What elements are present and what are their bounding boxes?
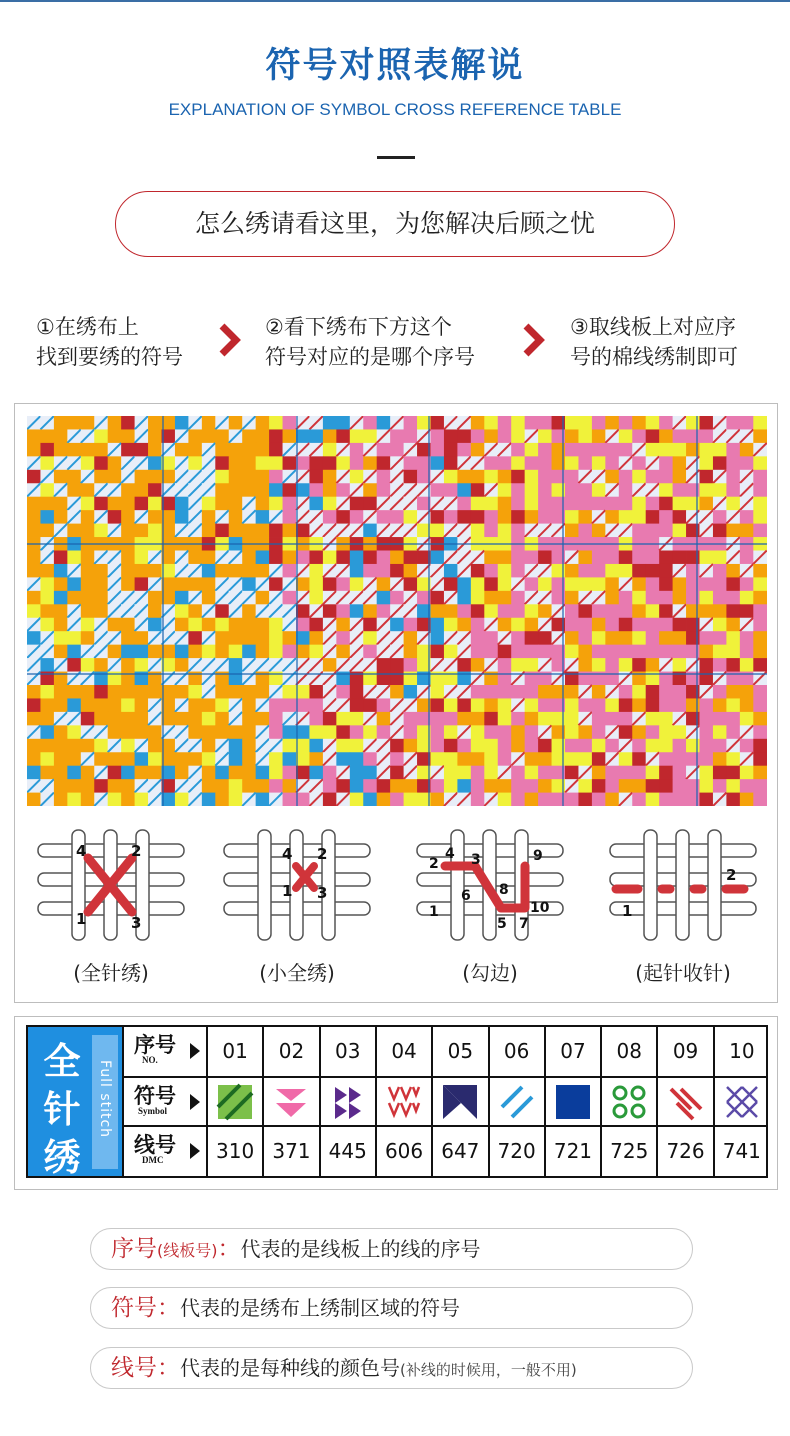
chevron-right-icon: [522, 322, 546, 358]
stitch-number: 5: [497, 916, 507, 932]
purple-triangles-icon: [329, 1083, 367, 1121]
table-dmc-cell: 725: [600, 1127, 656, 1176]
row-header-symbol: [122, 1078, 206, 1127]
half-stitch-label: (小全绣): [259, 961, 335, 985]
stitch-number: 2: [131, 842, 142, 860]
table-number-cell: 01: [206, 1027, 262, 1076]
row-header-zh: 线号: [134, 1133, 176, 1157]
step-2-line1: ②看下绣布下方这个: [265, 315, 452, 339]
table-dmc-cell: 721: [544, 1127, 600, 1176]
table-symbol-cell: [656, 1078, 712, 1125]
side-char: 绣: [43, 1136, 81, 1179]
full-stitch-label: (全针绣): [73, 961, 149, 985]
start-finish-stitch-diagram: [608, 826, 758, 944]
table-dmc-cell: 445: [319, 1127, 375, 1176]
table-dmc-cell: 726: [656, 1127, 712, 1176]
row-header-dmc: [122, 1127, 206, 1176]
table-number-cell: 08: [600, 1027, 656, 1076]
table-number-cell: 03: [319, 1027, 375, 1076]
table-symbol-cell: [488, 1078, 544, 1125]
table-number-cell: 07: [544, 1027, 600, 1076]
chevron-right-icon: [218, 322, 242, 358]
stitch-number: 1: [282, 882, 293, 900]
page-title: 符号对照表解说: [265, 46, 525, 86]
stitch-number: 10: [530, 900, 550, 916]
stitch-number: 6: [461, 888, 471, 904]
table-symbol-cell: [431, 1078, 487, 1125]
cross-stitch-pattern-image: [27, 416, 767, 806]
stitch-number: 7: [519, 916, 529, 932]
table-symbol-cell: [713, 1078, 769, 1125]
table-dmc-cell: 741: [713, 1127, 769, 1176]
blue-square-icon: [554, 1083, 592, 1121]
table-number-cell: 06: [488, 1027, 544, 1076]
note-key-small: (线板号): [157, 1241, 218, 1260]
note-number: [90, 1228, 693, 1270]
stitch-number: 4: [76, 842, 87, 860]
half-stitch-diagram: [222, 826, 372, 944]
note-sep: ：: [217, 1236, 241, 1262]
purple-cross-icon: [723, 1083, 761, 1121]
table-number-cell: 09: [656, 1027, 712, 1076]
row-header-en: DMC: [142, 1155, 164, 1165]
table-number-cell: 02: [262, 1027, 318, 1076]
row-header-zh: 符号: [134, 1084, 176, 1108]
title-divider: [377, 156, 415, 159]
triangle-right-icon: [190, 1143, 200, 1159]
full-stitch-diagram: [36, 826, 186, 944]
blue-diagonal-lines-icon: [498, 1083, 536, 1121]
backstitch-diagram: [415, 826, 565, 944]
table-number-cell: 04: [375, 1027, 431, 1076]
table-dmc-cell: 371: [262, 1127, 318, 1176]
table-symbol-cell: [375, 1078, 431, 1125]
table-symbol-cell: [544, 1078, 600, 1125]
top-border-line: [0, 0, 790, 2]
page-subtitle: EXPLANATION OF SYMBOL CROSS REFERENCE TABLE: [168, 100, 622, 119]
row-header-zh: 序号: [134, 1033, 176, 1057]
step-3: [570, 312, 738, 372]
stitch-number: 3: [471, 852, 481, 868]
stitch-number: 2: [317, 845, 328, 863]
stitch-number: 8: [499, 882, 509, 898]
table-number-cell: 05: [431, 1027, 487, 1076]
note-sep: ：: [157, 1355, 180, 1381]
table-dmc-cell: 310: [206, 1127, 262, 1176]
stitch-number: 1: [76, 910, 87, 928]
step-1-line2: 找到要绣的符号: [36, 345, 183, 369]
table-symbol-cell: [262, 1078, 318, 1125]
stitch-number: 4: [445, 846, 455, 862]
red-v-icon: [385, 1083, 423, 1121]
stitch-number: 9: [533, 848, 543, 864]
stitch-number: 2: [429, 856, 439, 872]
note-text: 代表的是每种线的颜色号: [180, 1356, 400, 1380]
note-key: 序号: [111, 1236, 157, 1262]
note-dmc: [90, 1347, 693, 1389]
intro-banner: 怎么绣请看这里，为您解决后顾之忧: [115, 191, 675, 257]
start-finish-label: (起针收针): [635, 961, 731, 985]
full-stitch-vertical-tag: [92, 1035, 118, 1169]
navy-triangle-icon: [441, 1083, 479, 1121]
table-symbol-cell: [206, 1078, 262, 1125]
stitch-number: 3: [131, 914, 142, 932]
full-stitch-en-label: Full stitch: [97, 1059, 113, 1139]
row-header-en: NO.: [142, 1055, 158, 1065]
step-2: [265, 312, 475, 372]
table-symbol-cell: [319, 1078, 375, 1125]
stitch-number: 1: [429, 904, 439, 920]
stitch-number: 3: [317, 884, 328, 902]
step-2-line2: 符号对应的是哪个序号: [265, 345, 475, 369]
side-char: 全: [43, 1040, 81, 1083]
backstitch-label: (勾边): [462, 961, 518, 985]
table-dmc-cell: 720: [488, 1127, 544, 1176]
note-symbol: [90, 1287, 693, 1329]
green-diagonal-stripes-icon: [216, 1083, 254, 1121]
stitch-number: 2: [726, 866, 737, 884]
red-diagonal-lines-icon: [667, 1083, 705, 1121]
note-key: 线号: [111, 1355, 157, 1381]
table-dmc-cell: 606: [375, 1127, 431, 1176]
step-1-line1: ①在绣布上: [36, 315, 139, 339]
table-number-cell: 10: [713, 1027, 769, 1076]
note-text: 代表的是线板上的线的序号: [240, 1237, 481, 1261]
stitch-number: 4: [282, 845, 293, 863]
symbol-reference-table: [26, 1025, 768, 1178]
table-dmc-cell: 647: [431, 1127, 487, 1176]
step-3-line2: 号的棉线绣制即可: [570, 345, 738, 369]
triangle-right-icon: [190, 1043, 200, 1059]
green-circles-icon: [610, 1083, 648, 1121]
note-text: 代表的是绣布上绣制区域的符号: [180, 1296, 460, 1320]
side-char: 针: [43, 1088, 81, 1131]
note-key: 符号: [111, 1295, 157, 1321]
stitch-number: 1: [622, 902, 633, 920]
note-sep: ：: [157, 1295, 180, 1321]
row-header-en: Symbol: [138, 1106, 168, 1116]
step-1: [36, 312, 183, 372]
step-3-line1: ③取线板上对应序: [570, 315, 736, 339]
triangle-right-icon: [190, 1094, 200, 1110]
row-header-number: [122, 1027, 206, 1076]
note-small: (补线的时候用，一般不用): [400, 1361, 577, 1379]
table-symbol-cell: [600, 1078, 656, 1125]
full-stitch-side-label: [28, 1027, 122, 1179]
pink-triangles-icon: [272, 1083, 310, 1121]
